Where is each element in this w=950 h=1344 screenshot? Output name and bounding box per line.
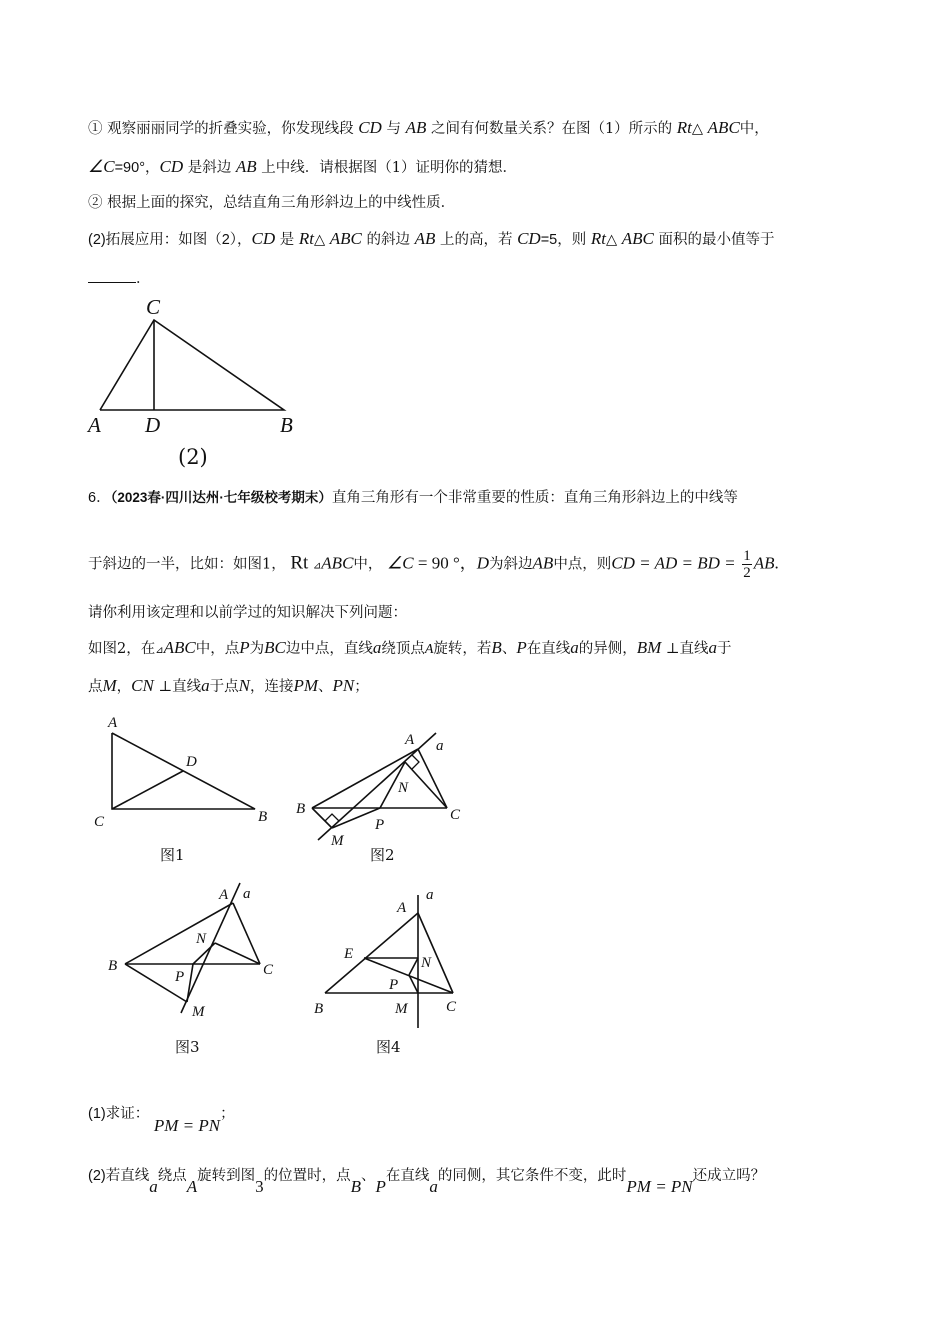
text: 绕点 bbox=[157, 1168, 187, 1184]
text: (2)若直线 bbox=[88, 1168, 150, 1184]
label-p: P bbox=[175, 969, 185, 985]
label-line-a: a bbox=[436, 738, 444, 754]
math-pm: PM bbox=[293, 676, 318, 695]
math-cd: CD bbox=[251, 229, 276, 248]
numerator: 1 bbox=[743, 548, 751, 564]
triangle-symbol: △ bbox=[691, 121, 704, 137]
label-p: P bbox=[375, 817, 385, 833]
math-rt: Rt bbox=[590, 229, 606, 248]
label-n: N bbox=[196, 931, 207, 947]
label-m: M bbox=[395, 1001, 408, 1017]
math-a: a bbox=[372, 638, 382, 657]
figure-3 bbox=[125, 883, 260, 1013]
text: 之间有何数量关系？在图（1）所示的 bbox=[430, 121, 673, 137]
math-p: P bbox=[516, 638, 527, 657]
math-cd: CD bbox=[517, 229, 541, 248]
label-b: B bbox=[296, 801, 306, 817]
text: 中， bbox=[739, 121, 769, 137]
label-a: A bbox=[219, 887, 229, 903]
text: 直线 bbox=[679, 641, 709, 657]
math-abc: ABC bbox=[163, 638, 196, 657]
question-2 bbox=[88, 1165, 765, 1205]
item-2: ② 根据上面的探究，总结直角三角形斜边上的中线性质． bbox=[88, 195, 456, 211]
math-a: a bbox=[570, 638, 579, 657]
math-abc: ABC bbox=[329, 229, 362, 248]
text: 边中点，直线 bbox=[285, 641, 373, 657]
math-ab: AB bbox=[414, 229, 436, 248]
text: 的斜边 bbox=[366, 232, 410, 248]
problem-6-line-2 bbox=[88, 548, 779, 581]
label-d: D bbox=[186, 754, 197, 770]
figure-caption: 图2 bbox=[370, 846, 395, 864]
label-d: D bbox=[145, 413, 161, 437]
math-n: N bbox=[238, 676, 250, 695]
denominator: 2 bbox=[743, 565, 751, 581]
text: 直线 bbox=[172, 679, 202, 695]
text: 是 bbox=[279, 232, 295, 248]
label-n: N bbox=[421, 955, 432, 971]
text: (2)拓展应用：如图（2）， bbox=[88, 232, 252, 248]
text: 为 bbox=[249, 641, 265, 657]
label-b: B bbox=[108, 958, 118, 974]
problem-6-line-3: 请你利用该定理和以前学过的知识解决下列问题： bbox=[88, 605, 407, 621]
text: 旋转，若 bbox=[433, 641, 492, 657]
math-bm: BM bbox=[636, 638, 662, 657]
math-a: a bbox=[429, 1177, 438, 1196]
figure-caption: 图3 bbox=[175, 1038, 200, 1056]
label-a: A bbox=[88, 413, 101, 437]
figure-1 bbox=[112, 733, 255, 809]
triangle-symbol: △ bbox=[605, 232, 618, 248]
math-3: 3 bbox=[255, 1177, 264, 1196]
text: 于点 bbox=[209, 679, 239, 695]
text: ． bbox=[136, 271, 151, 287]
math-equation: CD = AD = BD = bbox=[611, 553, 736, 573]
perpendicular-symbol: ⊥ bbox=[158, 679, 173, 695]
text: 的位置时，点 bbox=[263, 1168, 351, 1184]
text: =90°， bbox=[114, 160, 160, 176]
fraction-one-half bbox=[742, 548, 752, 581]
label-a: A bbox=[405, 732, 415, 748]
text: ； bbox=[220, 1106, 235, 1122]
label-m: M bbox=[331, 833, 344, 849]
text: 是斜边 bbox=[187, 160, 232, 176]
label-c: C bbox=[146, 295, 161, 319]
text: 中点，则 bbox=[553, 556, 612, 573]
text: 为斜边 bbox=[489, 556, 533, 573]
math-b: B bbox=[491, 638, 502, 657]
text: 的同侧，其它条件不变，此时 bbox=[437, 1168, 627, 1184]
text: ① 观察丽丽同学的折叠实验，你发现线段 bbox=[88, 121, 354, 137]
text: 中，点 bbox=[195, 641, 240, 657]
text: 直角三角形有一个非常重要的性质：直角三角形斜边上的中线等 bbox=[331, 490, 738, 506]
text: 上的高，若 bbox=[439, 232, 513, 248]
label-p: P bbox=[389, 977, 399, 993]
text: . bbox=[774, 553, 779, 573]
text: 与 bbox=[386, 121, 401, 137]
math-pn: PN bbox=[332, 676, 355, 695]
figure-caption: 图4 bbox=[376, 1038, 401, 1056]
math-pm-eq-pn: PM = PN bbox=[153, 1116, 221, 1135]
math-abc: ABC bbox=[707, 118, 740, 137]
label-a: A bbox=[108, 715, 118, 731]
text: 面积的最小值等于 bbox=[658, 232, 775, 248]
label-c: C bbox=[263, 962, 274, 978]
math-ab: AB bbox=[405, 118, 427, 137]
math-a: a bbox=[201, 676, 210, 695]
text: ； bbox=[354, 679, 369, 695]
label-c: C bbox=[94, 814, 105, 830]
text: (1)求证： bbox=[88, 1106, 150, 1122]
label-line-a: a bbox=[426, 887, 434, 903]
math-p: P bbox=[375, 1177, 386, 1196]
problem-6-line-4 bbox=[88, 638, 732, 661]
text: 在直线 bbox=[385, 1168, 430, 1184]
math-abc: ABC bbox=[621, 229, 654, 248]
perpendicular-symbol: ⊥ bbox=[665, 641, 680, 657]
label-e: E bbox=[344, 946, 354, 962]
text: 的异侧， bbox=[578, 641, 637, 657]
problem-number: 6． bbox=[88, 490, 111, 506]
label-a: A bbox=[397, 900, 407, 916]
label-b: B bbox=[314, 1001, 324, 1017]
label-c: C bbox=[450, 807, 461, 823]
text: 、 bbox=[501, 641, 517, 657]
math-cn: CN bbox=[131, 676, 154, 695]
figure-caption: 图1 bbox=[160, 846, 185, 864]
text: 旋转到图 bbox=[197, 1168, 256, 1184]
problem-source: （2023春·四川达州·七年级校考期末） bbox=[110, 490, 332, 505]
math-bc: BC bbox=[264, 638, 286, 657]
math-cd: CD bbox=[358, 118, 382, 137]
math-a: a bbox=[708, 638, 717, 657]
text: 点 bbox=[88, 679, 103, 695]
text: 在直线 bbox=[526, 641, 571, 657]
math-p: P bbox=[239, 638, 250, 657]
question-1 bbox=[88, 1103, 235, 1143]
math-eq-90: = 90 °， bbox=[413, 553, 477, 573]
triangle-symbol: ⊿ bbox=[155, 645, 164, 656]
text: ，连接 bbox=[249, 679, 294, 695]
text: 如图2，在 bbox=[88, 641, 156, 657]
problem-6-line-5 bbox=[88, 676, 369, 697]
math-a: a bbox=[149, 1177, 158, 1196]
math-rt: Rt bbox=[290, 552, 309, 574]
label-m: M bbox=[192, 1004, 205, 1020]
text: 绕顶点 bbox=[381, 641, 425, 657]
math-rt: Rt bbox=[676, 118, 692, 137]
problem-6-line-1 bbox=[88, 488, 738, 508]
label-b: B bbox=[258, 809, 268, 825]
text: 、 bbox=[361, 1168, 376, 1184]
figure-caption: (2) bbox=[178, 445, 208, 469]
label-n: N bbox=[398, 780, 409, 796]
text: ， bbox=[116, 679, 132, 695]
math-angle-c: ∠C bbox=[387, 553, 414, 573]
text: 、 bbox=[318, 679, 333, 695]
text: 于 bbox=[717, 641, 732, 657]
triangle-symbol: ⊿ bbox=[312, 560, 322, 572]
figure-altitude-triangle bbox=[100, 320, 284, 410]
math-ab: AB bbox=[753, 553, 775, 573]
math-ab: AB bbox=[532, 553, 554, 573]
math-d: D bbox=[476, 553, 490, 573]
math-rt: Rt bbox=[298, 229, 314, 248]
label-b: B bbox=[280, 413, 293, 437]
math-ab: AB bbox=[235, 157, 257, 176]
label-c: C bbox=[446, 999, 457, 1015]
math-angle-c: ∠C bbox=[88, 157, 115, 176]
math-abc: ABC bbox=[321, 553, 354, 573]
text: 上中线．请根据图（1）证明你的猜想． bbox=[261, 160, 517, 176]
math-point-a: A bbox=[186, 1177, 198, 1196]
triangle-symbol: △ bbox=[314, 232, 326, 248]
math-m: M bbox=[102, 676, 117, 695]
math-point-a: A bbox=[424, 642, 434, 657]
label-line-a: a bbox=[243, 886, 251, 902]
text: 于斜边的一半，比如：如图1， bbox=[88, 556, 286, 573]
text: 还成立吗？ bbox=[692, 1168, 766, 1184]
math-b: B bbox=[350, 1177, 362, 1196]
text: 中， bbox=[353, 556, 383, 573]
text: =5，则 bbox=[540, 232, 587, 248]
math-cd: CD bbox=[159, 157, 184, 176]
math-pm-eq-pn: PM = PN bbox=[626, 1177, 693, 1196]
